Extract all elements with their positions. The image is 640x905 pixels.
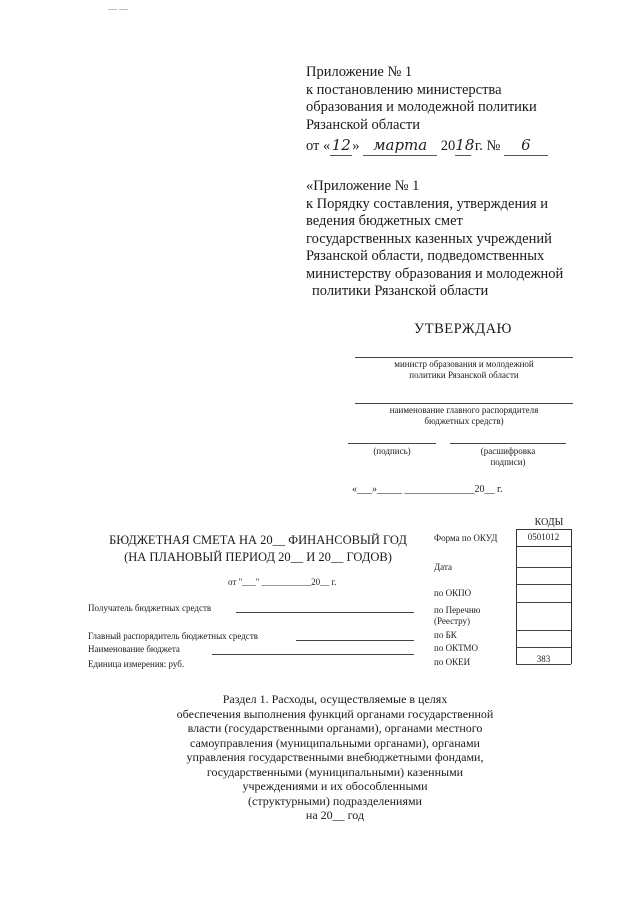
okud-code-value: 0501012 (527, 532, 560, 542)
date-month: марта (363, 137, 437, 156)
label-reestr: (Реестру) (434, 616, 471, 626)
code-row-line (516, 567, 571, 568)
caption-line: политики Рязанской области (409, 370, 519, 380)
approval-date-line (306, 137, 606, 156)
recipient-line (236, 612, 414, 613)
manager-caption (355, 405, 573, 427)
caption-line: бюджетных средств) (424, 416, 504, 426)
appendix-line: государственных казенных учреждений (306, 230, 552, 247)
units-label: Единица измерения: руб. (88, 659, 185, 669)
title-line-1: БЮДЖЕТНАЯ СМЕТА НА 20__ ФИНАНСОВЫЙ ГОД (109, 533, 407, 547)
label-date: Дата (434, 562, 452, 572)
recipient-label: Получатель бюджетных средств (88, 603, 212, 613)
approval-line: к постановлению министерства (306, 81, 502, 98)
date-prefix: от « (306, 138, 331, 154)
date-year: 18 (455, 136, 475, 154)
budget-name-line (212, 654, 414, 655)
section-line: Раздел 1. Расходы, осуществляемые в целях (222, 692, 448, 706)
appendix-line: «Приложение № 1 (306, 178, 420, 194)
section-line: учреждениями и их обособленными (242, 779, 428, 793)
approve-title: УТВЕРЖДАЮ (414, 321, 512, 337)
title-line-2: (НА ПЛАНОВЫЙ ПЕРИОД 20__ И 20__ ГОДОВ) (124, 550, 392, 564)
codes-header: КОДЫ (534, 517, 564, 528)
caption-line: министр образования и молодежной (394, 359, 534, 369)
label-okud: Форма по ОКУД (434, 533, 498, 543)
code-row-line (516, 647, 571, 648)
date-year-prefix: 20 (440, 138, 456, 154)
section-line: (структурными) подразделениями (248, 793, 422, 808)
code-row-line (516, 630, 571, 631)
label-okpo: по ОКПО (434, 588, 472, 598)
date-day: 12 (331, 136, 351, 154)
caption-line: (расшифровка (480, 446, 536, 456)
appendix-line: политики Рязанской области (312, 283, 489, 299)
appendix-line: министерству образования и молодежной (306, 265, 564, 282)
decoding-line (450, 443, 566, 444)
appendix-line: к Порядку составления, утверждения и (306, 195, 549, 212)
order-number: 6 (504, 137, 548, 156)
date-suffix: г. № (474, 138, 501, 154)
date-mid: » (352, 138, 360, 154)
manager-line (355, 403, 573, 404)
approval-line: образования и молодежной политики (306, 99, 537, 115)
label-perechen: по Перечню (434, 605, 481, 615)
label-oktmo: по ОКТМО (434, 643, 478, 653)
section-line: государственными (муниципальными) казенными (206, 764, 464, 779)
section-line: власти (государственными органами), органами местного (187, 721, 483, 735)
appendix-line: ведения бюджетных смет (306, 213, 463, 229)
approval-line: Приложение № 1 (306, 64, 413, 80)
measure-code-value: 383 (536, 654, 551, 664)
section-line: самоуправления (муниципальными органами), органами (190, 735, 480, 750)
section-line: на 20__ год (305, 808, 365, 822)
minister-signature-line (355, 357, 573, 358)
signature-caption: (подпись) (373, 446, 411, 456)
budget-name-label: Наименование бюджета (88, 644, 180, 654)
document-date: от "___" ___________20__ г. (228, 577, 337, 587)
manager-label: Главный распорядитель бюджетных средств (88, 631, 258, 641)
signature-line (348, 443, 436, 444)
section-line: управления государственными внебюджетными фондами, (186, 750, 484, 764)
section-title (150, 692, 520, 823)
caption-line: наименование главного распорядителя (389, 405, 539, 415)
decoding-caption (450, 446, 566, 468)
code-row-line (516, 584, 571, 585)
label-bk: по БК (434, 630, 457, 640)
manager-field-line (296, 640, 414, 641)
caption-line: подписи) (490, 457, 526, 467)
approval-header (306, 64, 606, 156)
code-row-line (516, 602, 571, 603)
approval-line: Рязанской области (306, 116, 420, 133)
appendix-line: Рязанской области, подведомственных (306, 248, 545, 264)
corner-mark: — — (108, 4, 129, 14)
appendix-header (306, 178, 606, 301)
document-title (88, 532, 428, 566)
section-line: обеспечения выполнения функций органами государственной (176, 706, 494, 721)
label-okei: по ОКЕИ (434, 657, 471, 667)
approve-date: «___»_____ ______________20__ г. (352, 484, 503, 495)
minister-caption (355, 359, 573, 381)
